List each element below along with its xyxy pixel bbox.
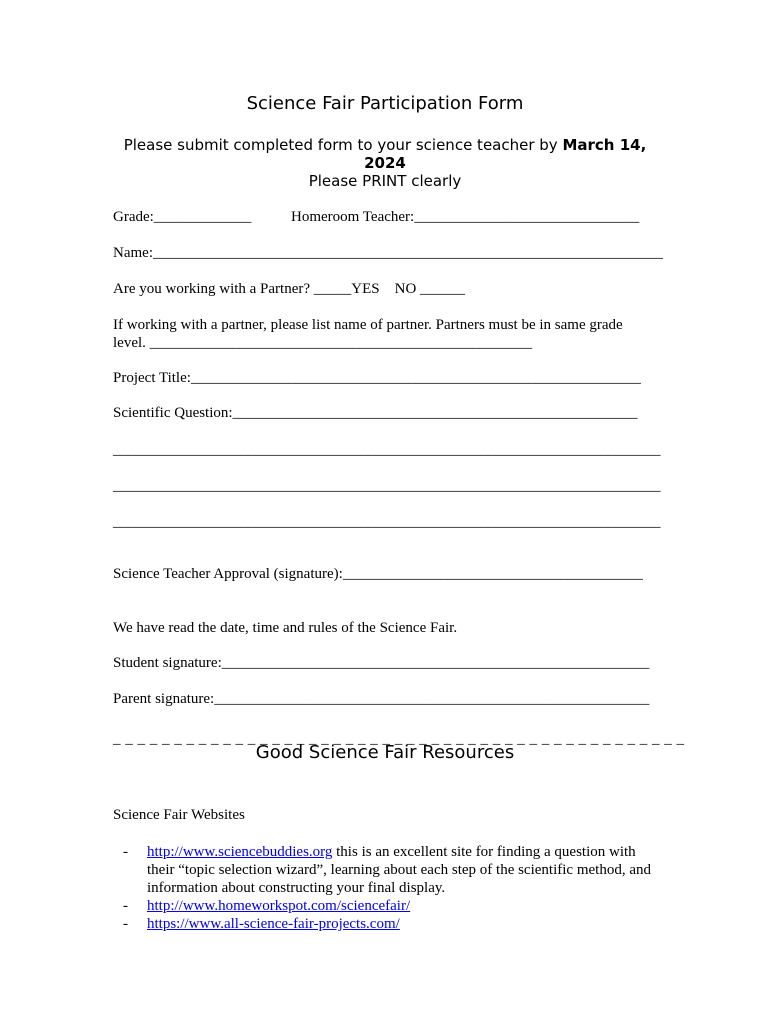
list-item [113,843,663,897]
teacher-approval-signature-field[interactable]: Science Teacher Approval (signature):________________________________________ [113,566,643,582]
project-title-field[interactable]: Project Title:____________________________________________________________ [113,370,641,386]
answer-line[interactable]: _________________________________________________________________________ [113,514,661,530]
all-science-fair-projects-link[interactable]: https://www.all-science-fair-projects.com/ [147,916,400,932]
homeroom-teacher-field[interactable]: Homeroom Teacher:______________________________ [291,209,640,225]
rules-acknowledgement: We have read the date, time and rules of the Science Fair. [113,620,458,636]
bullet: - [123,916,128,932]
resources-title: Good Science Fair Resources [255,742,515,763]
list-item [113,897,663,915]
answer-line[interactable]: _________________________________________________________________________ [113,478,661,494]
bullet: - [123,898,128,914]
answer-line[interactable]: _________________________________________________________________________ [113,442,661,458]
scientific-question-field[interactable]: Scientific Question:______________________________________________________ [113,405,638,421]
sciencebuddies-link[interactable]: http://www.sciencebuddies.org [147,844,333,860]
resources-subheading: Science Fair Websites [113,807,245,823]
partner-names-field[interactable]: If working with a partner, please list name of partner. Partners must be in same grade level. ___________________________________________________ [113,317,623,351]
parent-signature-field[interactable]: Parent signature:__________________________________________________________ [113,691,650,707]
instruction-text: Please submit completed form to your science teacher by [123,136,563,154]
print-note: Please PRINT clearly [308,172,462,190]
name-field[interactable]: Name:____________________________________________________________________ [113,245,663,261]
due-date: March 14, 2024 [364,136,647,172]
resource-list [113,843,663,933]
submission-instruction [110,136,660,172]
grade-field[interactable]: Grade:_____________ [113,209,252,225]
student-signature-field[interactable]: Student signature:_________________________________________________________ [113,655,650,671]
list-item [113,915,663,933]
form-title: Science Fair Participation Form [246,93,524,114]
partner-question[interactable]: Are you working with a Partner? _____YES NO ______ [113,281,466,297]
resource-description: this is an excellent site for finding a question with their “topic selection wizard”, learning about each step of the scientific method, and information about constructing your final display. [147,844,651,896]
homeworkspot-link[interactable]: http://www.homeworkspot.com/sciencefair/ [147,898,411,914]
bullet: - [123,844,128,860]
cut-line-divider: _ _ _ _ _ _ _ _ _ _ _ _ _ _ _ _ _ _ _ _ _ _ _ _ _ _ _ _ _ _ _ _ _ _ _ _ _ _ _ _ _ _ _ _ _ _ _ [113,731,685,747]
